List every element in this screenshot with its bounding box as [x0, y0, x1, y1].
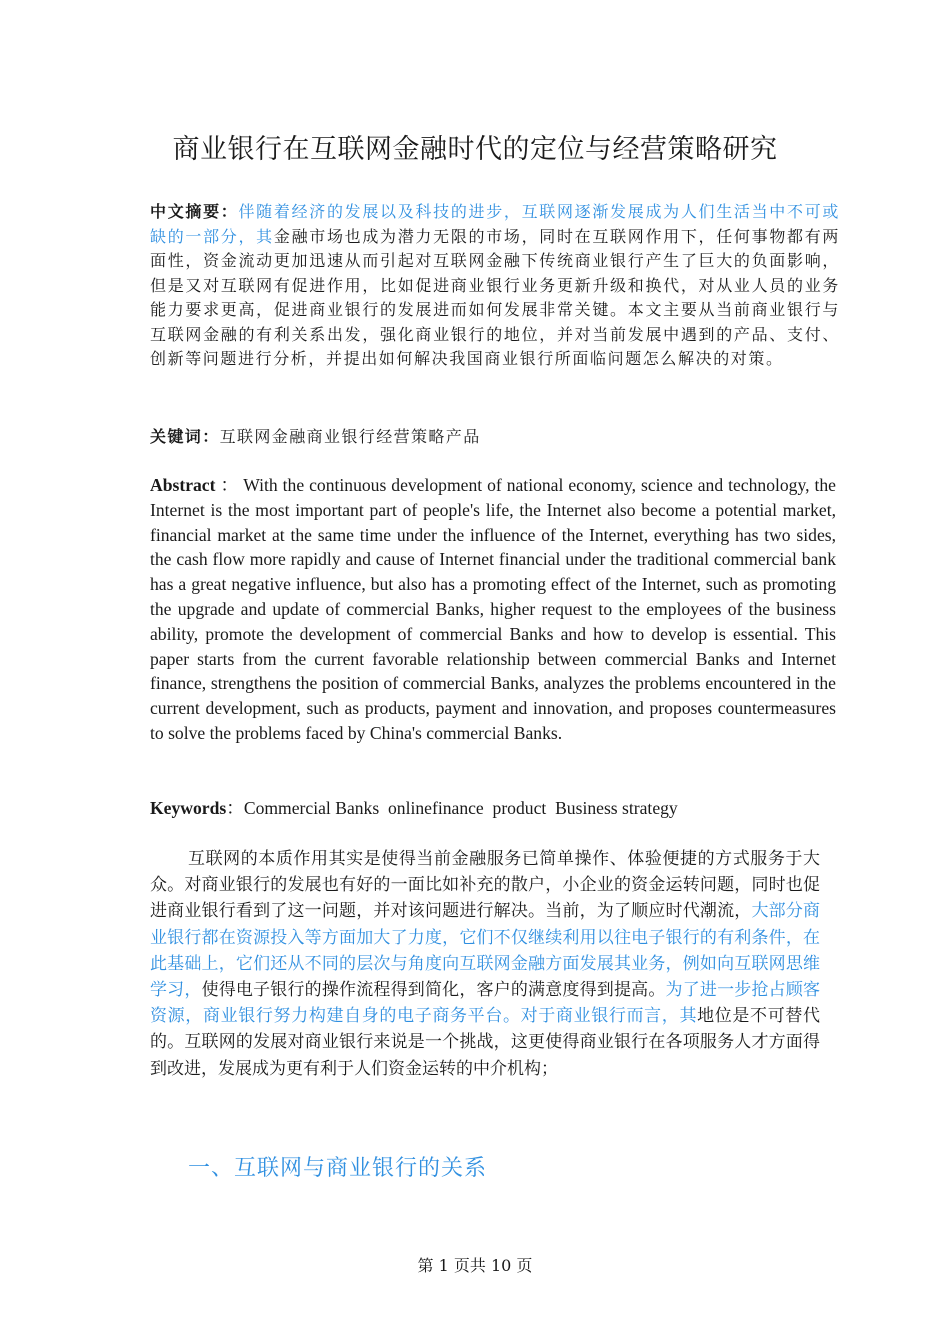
intro-text-part2: 使得电子银行的操作流程得到简化，客户的满意度得到提高。: [201, 980, 666, 1001]
english-abstract: [150, 473, 836, 746]
chinese-keywords-text: 互联网金融商业银行经营策略产品: [219, 427, 481, 446]
english-keywords: [150, 796, 836, 820]
intro-highlight-2: 为了进一步抢占顾客资源，商业银行努力构建自身的电子商务平台。对于商业银行而言，其: [150, 980, 821, 1027]
english-abstract-separator: ：: [220, 475, 239, 495]
document-title: 商业银行在互联网金融时代的定位与经营策略研究: [172, 134, 778, 165]
chinese-keywords-label: 关键词：: [150, 427, 220, 446]
intro-text-part1: 互联网的本质作用其实是使得当前金融服务已简单操作、体验便捷的方式服务于大众。对商业银行的发展也有好的一面比如补充的散户，小企业的资金运转问题，同时也促进商业银行看到了这一问题，并对该问题进行解决。当前，为了顺应时代潮流，: [150, 849, 820, 922]
chinese-abstract-text: 金融市场也成为潜力无限的市场，同时在互联网作用下，任何事物都有两面性，资金流动更加迅速从而引起对互联网金融下传统商业银行产生了巨大的负面影响，但是又对互联网有促进作用，比如促进商业银行业务更新升级和换代，对从业人员的业务能力要求更高，促进商业银行的发展进而如何发展非常关键。本文主要从当前商业银行与互联网金融的有利关系出发，强化商业银行的地位，并对当前发展中遇到的产品、支付、创新等问题进行分析，并提出如何解决我国商业银行所面临问题怎么解决的对策。: [150, 226, 841, 368]
intro-paragraph: [150, 846, 820, 1082]
chinese-abstract: [150, 200, 840, 372]
intro-highlight-1: 大部分商业银行都在资源投入等方面加大了力度，它们不仅继续利用以往电子银行的有利条件，在此基础上，它们还从不同的层次与角度向互联网金融方面发展其业务，例如向互联网思维学习，: [150, 901, 821, 1001]
english-abstract-text: With the continuous development of national economy, science and technology, the Internet is the most important part of people's life, the Internet also become a potential market, financial market at the same time under the influence of the Internet, everything has two sides, the cash flow more rapidly and cause of Internet financial under the traditional commercial bank has a great negative influence, but also has a promoting effect of the Internet, such as promoting the upgrade and update of commercial Banks, higher request to the employees of the business ability, promote the development of commercial Banks and how to develop is essential. This paper starts from the current favorable relationship between commercial Banks and Internet finance, strengthens the position of commercial Banks, analyzes the problems encountered in the current development, such as products, payment and innovation, and proposes countermeasures to solve the problems faced by China's commercial Banks.: [150, 475, 836, 743]
chinese-keywords: [150, 425, 840, 449]
english-keywords-separator: ：: [226, 798, 244, 818]
section-heading: 一、互联网与商业银行的关系: [188, 1156, 488, 1181]
english-abstract-label: Abstract: [150, 475, 216, 495]
page-footer: 第 1 页共 10 页: [417, 1256, 533, 1275]
english-keywords-text: Commercial Banks onlinefinance product Business strategy: [243, 798, 678, 818]
chinese-abstract-label: 中文摘要：: [150, 202, 239, 221]
chinese-abstract-highlight: 伴随着经济的发展以及科技的进步，互联网逐渐发展成为人们生活当中不可或缺的一部分，其: [150, 202, 840, 246]
english-keywords-label: Keywords: [150, 798, 227, 818]
intro-text-part3: 地位是不可替代的。互联网的发展对商业银行来说是一个挑战，这更使得商业银行在各项服务人才方面得到改进，发展成为更有利于人们资金运转的中介机构；: [150, 1006, 821, 1079]
